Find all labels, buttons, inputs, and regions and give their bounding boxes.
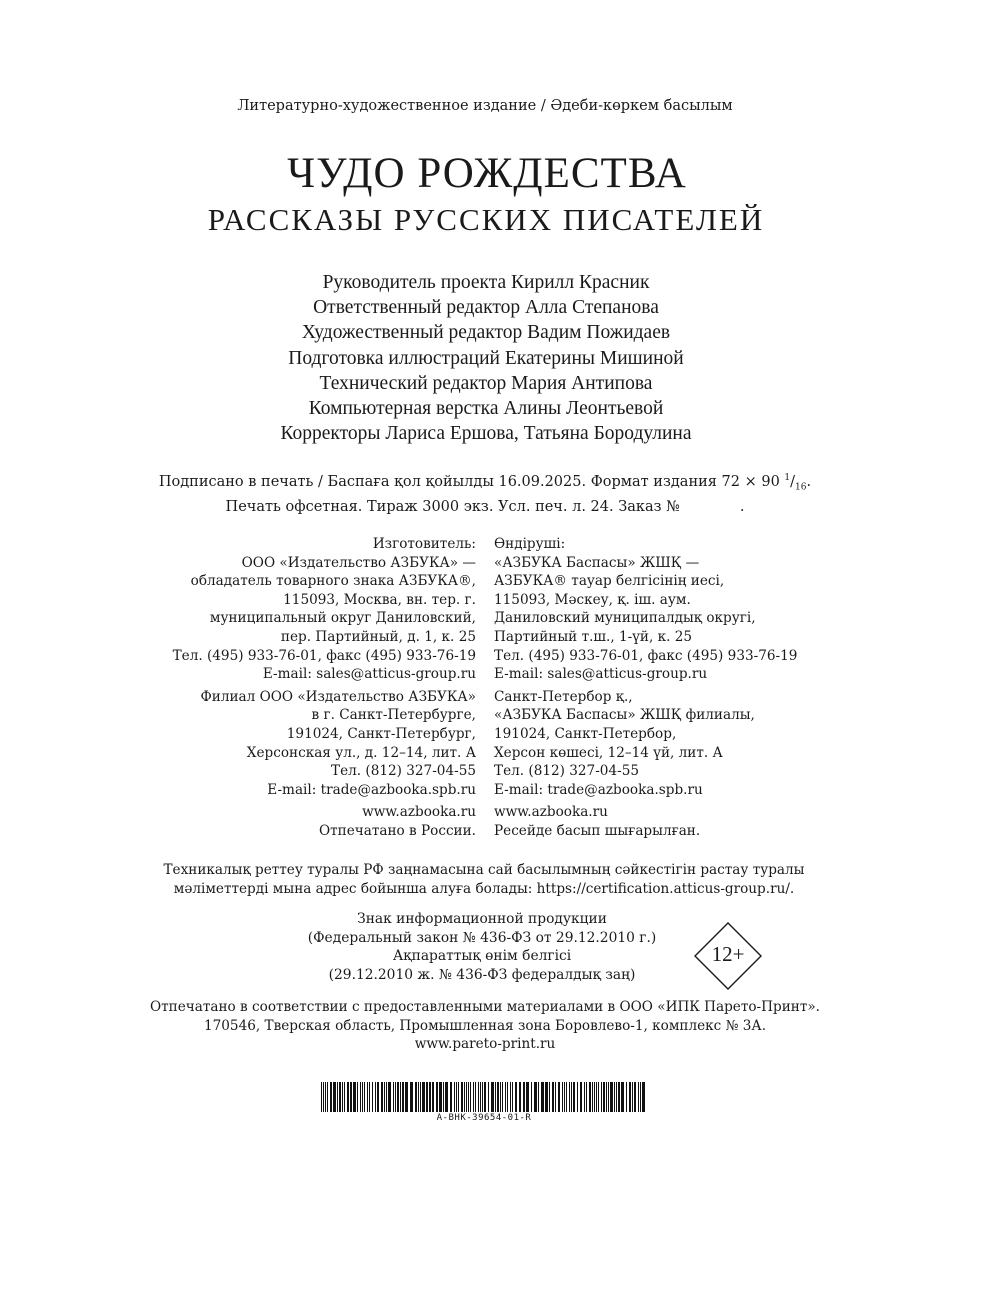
barcode-bar bbox=[327, 1082, 328, 1112]
format-numerator: 1 bbox=[784, 473, 791, 483]
barcode-bar bbox=[384, 1082, 385, 1112]
barcode-bar bbox=[372, 1082, 373, 1112]
barcode-bar bbox=[640, 1082, 641, 1112]
barcode-bar bbox=[502, 1082, 503, 1112]
barcode-bar bbox=[375, 1082, 376, 1112]
printer-info: Отпечатано в соответствии с предоставленными материалами в ООО «ИПК Парето-Принт». 170546, Тверская область, Промышленная зона Боровлево-1, комплекс № 3А. www.pareto-print.ru bbox=[150, 999, 820, 1053]
manufacturer-line: Даниловский муниципалдық округі, bbox=[494, 610, 756, 627]
barcode-bar bbox=[386, 1082, 387, 1112]
barcode-bar bbox=[634, 1082, 636, 1112]
barcode-caption: A-BHK-39654-01-R bbox=[436, 1113, 532, 1123]
barcode-bar bbox=[632, 1082, 633, 1112]
publisher-info-ru bbox=[173, 535, 476, 841]
barcode-bar bbox=[545, 1082, 548, 1112]
credits-block bbox=[0, 270, 972, 446]
barcode-bar bbox=[603, 1082, 605, 1112]
barcode-bar bbox=[478, 1082, 479, 1112]
barcode-bar bbox=[360, 1082, 361, 1112]
book-subtitle: РАССКАЗЫ РУССКИХ ПИСАТЕЛЕЙ bbox=[207, 202, 765, 237]
barcode-bar bbox=[515, 1082, 517, 1112]
barcode-bar bbox=[470, 1082, 471, 1112]
manufacturer-email: E-mail: sales@atticus-group.ru bbox=[494, 666, 708, 683]
barcode-bar bbox=[337, 1082, 338, 1112]
barcode-bar bbox=[415, 1082, 417, 1112]
branch-email: E-mail: trade@azbooka.spb.ru bbox=[267, 781, 476, 798]
manufacturer-line: 115093, Мәскеу, қ. іш. аум. bbox=[494, 591, 691, 608]
branch-line: Санкт-Петербор қ., bbox=[494, 688, 633, 705]
barcode-bar bbox=[596, 1082, 597, 1112]
barcode-bar bbox=[566, 1082, 567, 1112]
barcode-bar bbox=[531, 1082, 532, 1112]
credit-line: Подготовка иллюстраций Екатерины Мишиной bbox=[288, 347, 684, 369]
barcode-bar bbox=[402, 1082, 404, 1112]
barcode-bar bbox=[526, 1082, 529, 1112]
barcode-bar bbox=[400, 1082, 401, 1112]
manufacturer-line: Изготовитель: bbox=[372, 536, 476, 552]
barcode-bar bbox=[333, 1082, 336, 1112]
age-rating-label: 12+ bbox=[711, 942, 745, 966]
barcode-bar bbox=[436, 1082, 438, 1112]
barcode-bar bbox=[584, 1082, 585, 1112]
age-rating-badge bbox=[694, 922, 762, 990]
barcode-bar bbox=[610, 1082, 613, 1112]
manufacturer-line: ООО «Издательство АЗБУКА» — bbox=[241, 554, 476, 571]
barcode-bar bbox=[512, 1082, 513, 1112]
barcode-bar bbox=[344, 1082, 345, 1112]
barcode-bar bbox=[461, 1082, 463, 1112]
barcode-bar bbox=[519, 1082, 521, 1112]
manufacturer-line: АЗБУКА® тауар белгісінің иесі, bbox=[494, 573, 725, 590]
barcode-bar bbox=[397, 1082, 399, 1112]
barcode-bar bbox=[577, 1082, 578, 1112]
publisher-info-kz bbox=[494, 535, 797, 841]
barcode-bar bbox=[638, 1082, 639, 1112]
barcode-bar bbox=[473, 1082, 474, 1112]
branch-line: 191024, Санкт-Петербург, bbox=[286, 725, 476, 742]
barcode-bar bbox=[454, 1082, 455, 1112]
barcode-image bbox=[321, 1082, 647, 1112]
barcode-bar bbox=[330, 1082, 332, 1112]
barcode-bar bbox=[426, 1082, 428, 1112]
barcode-bar bbox=[439, 1082, 442, 1112]
barcode-bar bbox=[606, 1082, 607, 1112]
barcode-bar bbox=[475, 1082, 476, 1112]
barcode-bar bbox=[626, 1082, 627, 1112]
barcode-bar bbox=[538, 1082, 539, 1112]
barcode-bar bbox=[491, 1082, 494, 1112]
barcode-bar bbox=[586, 1082, 587, 1112]
barcode-bar bbox=[589, 1082, 591, 1112]
barcode-bar bbox=[357, 1082, 358, 1112]
barcode-bar bbox=[573, 1082, 575, 1112]
barcode-bar bbox=[618, 1082, 620, 1112]
barcode-bar bbox=[325, 1082, 326, 1112]
barcode-bar bbox=[369, 1082, 370, 1112]
barcode-bar bbox=[464, 1082, 465, 1112]
barcode-bar bbox=[564, 1082, 565, 1112]
barcode-bar bbox=[642, 1082, 645, 1112]
credit-line: Технический редактор Мария Антипова bbox=[319, 372, 653, 394]
credit-line: Ответственный редактор Алла Степанова bbox=[313, 297, 659, 319]
barcode-bar bbox=[422, 1082, 425, 1112]
barcode-bar bbox=[507, 1082, 508, 1112]
barcode-bar bbox=[466, 1082, 467, 1112]
branch-line: Херсон көшесі, 12–14 үй, лит. А bbox=[494, 744, 723, 761]
manufacturer-line: Өндіруші: bbox=[494, 536, 566, 552]
barcode-bar bbox=[552, 1082, 554, 1112]
barcode-bar bbox=[443, 1082, 444, 1112]
barcode-bar bbox=[569, 1082, 570, 1112]
barcode-bar bbox=[608, 1082, 609, 1112]
barcode-bar bbox=[480, 1082, 481, 1112]
branch-line: в г. Санкт-Петербурге, bbox=[311, 707, 476, 724]
manufacturer-line: Партийный т.ш., 1-үй, к. 25 bbox=[494, 628, 693, 645]
barcode-bar bbox=[381, 1082, 383, 1112]
barcode-bar bbox=[347, 1082, 349, 1112]
barcode-bar bbox=[405, 1082, 408, 1112]
credit-line: Компьютерная верстка Алины Леонтьевой bbox=[308, 398, 664, 420]
barcode-bar bbox=[621, 1082, 624, 1112]
barcode-bar bbox=[549, 1082, 550, 1112]
branch-line: «АЗБУКА Баспасы» ЖШҚ филиалы, bbox=[494, 707, 755, 724]
manufacturer-line: Тел. (495) 933-76-01, факс (495) 933-76-19 bbox=[172, 647, 476, 664]
barcode-bar bbox=[601, 1082, 602, 1112]
barcode-bar bbox=[629, 1082, 631, 1112]
barcode-bar bbox=[445, 1082, 448, 1112]
barcode-bar bbox=[505, 1082, 506, 1112]
barcode-bar bbox=[614, 1082, 615, 1112]
manufacturer-line: Тел. (495) 933-76-01, факс (495) 933-76-19 bbox=[494, 647, 798, 664]
print-info-line-2: Печать офсетная. Тираж 3000 экз. Усл. печ. л. 24. Заказ № . bbox=[225, 499, 745, 516]
barcode-bar bbox=[410, 1082, 413, 1112]
barcode-bar bbox=[594, 1082, 595, 1112]
barcode-bar bbox=[353, 1082, 356, 1112]
format-denominator: 16 bbox=[795, 482, 807, 493]
barcode-bar bbox=[500, 1082, 501, 1112]
barcode-bar bbox=[484, 1082, 486, 1112]
barcode-bar bbox=[432, 1082, 434, 1112]
credit-line: Корректоры Лариса Ершова, Татьяна Бородулина bbox=[280, 423, 692, 445]
branch-line: Тел. (812) 327-04-55 bbox=[494, 763, 639, 780]
barcode-bar bbox=[456, 1082, 457, 1112]
barcode-bar bbox=[497, 1082, 499, 1112]
barcode-bar bbox=[321, 1082, 322, 1112]
edition-type: Литературно-художественное издание / Әдеби-көркем басылым bbox=[237, 98, 733, 114]
barcode-bar bbox=[429, 1082, 431, 1112]
barcode-bar bbox=[458, 1082, 459, 1112]
barcode-bar bbox=[592, 1082, 593, 1112]
print-info-line-1: Подписано в печать / Баспаға қол қойылды 16.09.2025. Формат издания 72 × 90 $^1/_{16}$. bbox=[158, 473, 812, 493]
barcode-bar bbox=[562, 1082, 563, 1112]
barcode-bar bbox=[450, 1082, 452, 1112]
barcode-bar bbox=[388, 1082, 391, 1112]
barcode-bar bbox=[342, 1082, 343, 1112]
manufacturer-line: «АЗБУКА Баспасы» ЖШҚ — bbox=[494, 554, 700, 571]
barcode-bar bbox=[350, 1082, 352, 1112]
certification-note: Техникалық реттеу туралы РФ заңнамасына сай басылымның сәйкестігін растау туралы мәліметтерді мына адрес бойынша алуға болады: https://certification.atticus-group.ru/. bbox=[163, 862, 805, 897]
manufacturer-line: обладатель товарного знака АЗБУКА®, bbox=[190, 573, 476, 590]
branch-line: 191024, Санкт-Петербор, bbox=[494, 725, 677, 742]
branch-line: Филиал ООО «Издательство АЗБУКА» bbox=[200, 688, 476, 705]
barcode-bar bbox=[541, 1082, 544, 1112]
book-title: ЧУДО РОЖДЕСТВА bbox=[287, 150, 687, 197]
credit-line: Руководитель проекта Кирилл Красник bbox=[322, 272, 650, 293]
website: www.azbooka.ru bbox=[494, 804, 608, 821]
barcode-bar bbox=[339, 1082, 341, 1112]
barcode-bar bbox=[362, 1082, 363, 1112]
barcode-bar bbox=[523, 1082, 525, 1112]
information-product-sign: Знак информационной продукции (Федеральный закон № 436-ФЗ от 29.12.2010 г.) Ақпараттық өнім белгісі (29.12.2010 ж. № 436-ФЗ федералдық заң) bbox=[307, 911, 657, 983]
barcode-bar bbox=[558, 1082, 560, 1112]
barcode-bar bbox=[482, 1082, 483, 1112]
manufacturer-line: муниципальный округ Даниловский, bbox=[209, 610, 476, 627]
manufacturer-line: 115093, Москва, вн. тер. г. bbox=[283, 591, 476, 608]
barcode-bar bbox=[580, 1082, 582, 1112]
barcode-bar bbox=[323, 1082, 324, 1112]
printed-in: Отпечатано в России. bbox=[318, 822, 476, 839]
barcode-bar bbox=[495, 1082, 496, 1112]
barcode-bar bbox=[364, 1082, 365, 1112]
printed-in: Ресейде басып шығарылған. bbox=[494, 822, 701, 839]
barcode-bar bbox=[420, 1082, 421, 1112]
barcode-bar bbox=[534, 1082, 537, 1112]
barcode-bar bbox=[510, 1082, 511, 1112]
barcode-bar bbox=[367, 1082, 368, 1112]
manufacturer-line: пер. Партийный, д. 1, к. 25 bbox=[280, 628, 476, 645]
format-slash: / bbox=[790, 473, 796, 490]
barcode-bar bbox=[468, 1082, 469, 1112]
print-info bbox=[0, 469, 970, 518]
barcode-bar bbox=[393, 1082, 394, 1112]
barcode-bar bbox=[555, 1082, 556, 1112]
website: www.azbooka.ru bbox=[362, 804, 476, 821]
barcode-bar bbox=[395, 1082, 396, 1112]
barcode-bar bbox=[377, 1082, 379, 1112]
branch-email: E-mail: trade@azbooka.spb.ru bbox=[494, 781, 703, 798]
branch-line: Херсонская ул., д. 12–14, лит. А bbox=[246, 744, 476, 761]
barcode-bar bbox=[488, 1082, 489, 1112]
manufacturer-email: E-mail: sales@atticus-group.ru bbox=[262, 666, 476, 683]
branch-line: Тел. (812) 327-04-55 bbox=[331, 763, 476, 780]
barcode-bar bbox=[571, 1082, 572, 1112]
barcode-bar bbox=[616, 1082, 617, 1112]
barcode-bar bbox=[598, 1082, 599, 1112]
barcode-bar bbox=[418, 1082, 419, 1112]
credit-line: Художественный редактор Вадим Пожидаев bbox=[301, 322, 671, 344]
